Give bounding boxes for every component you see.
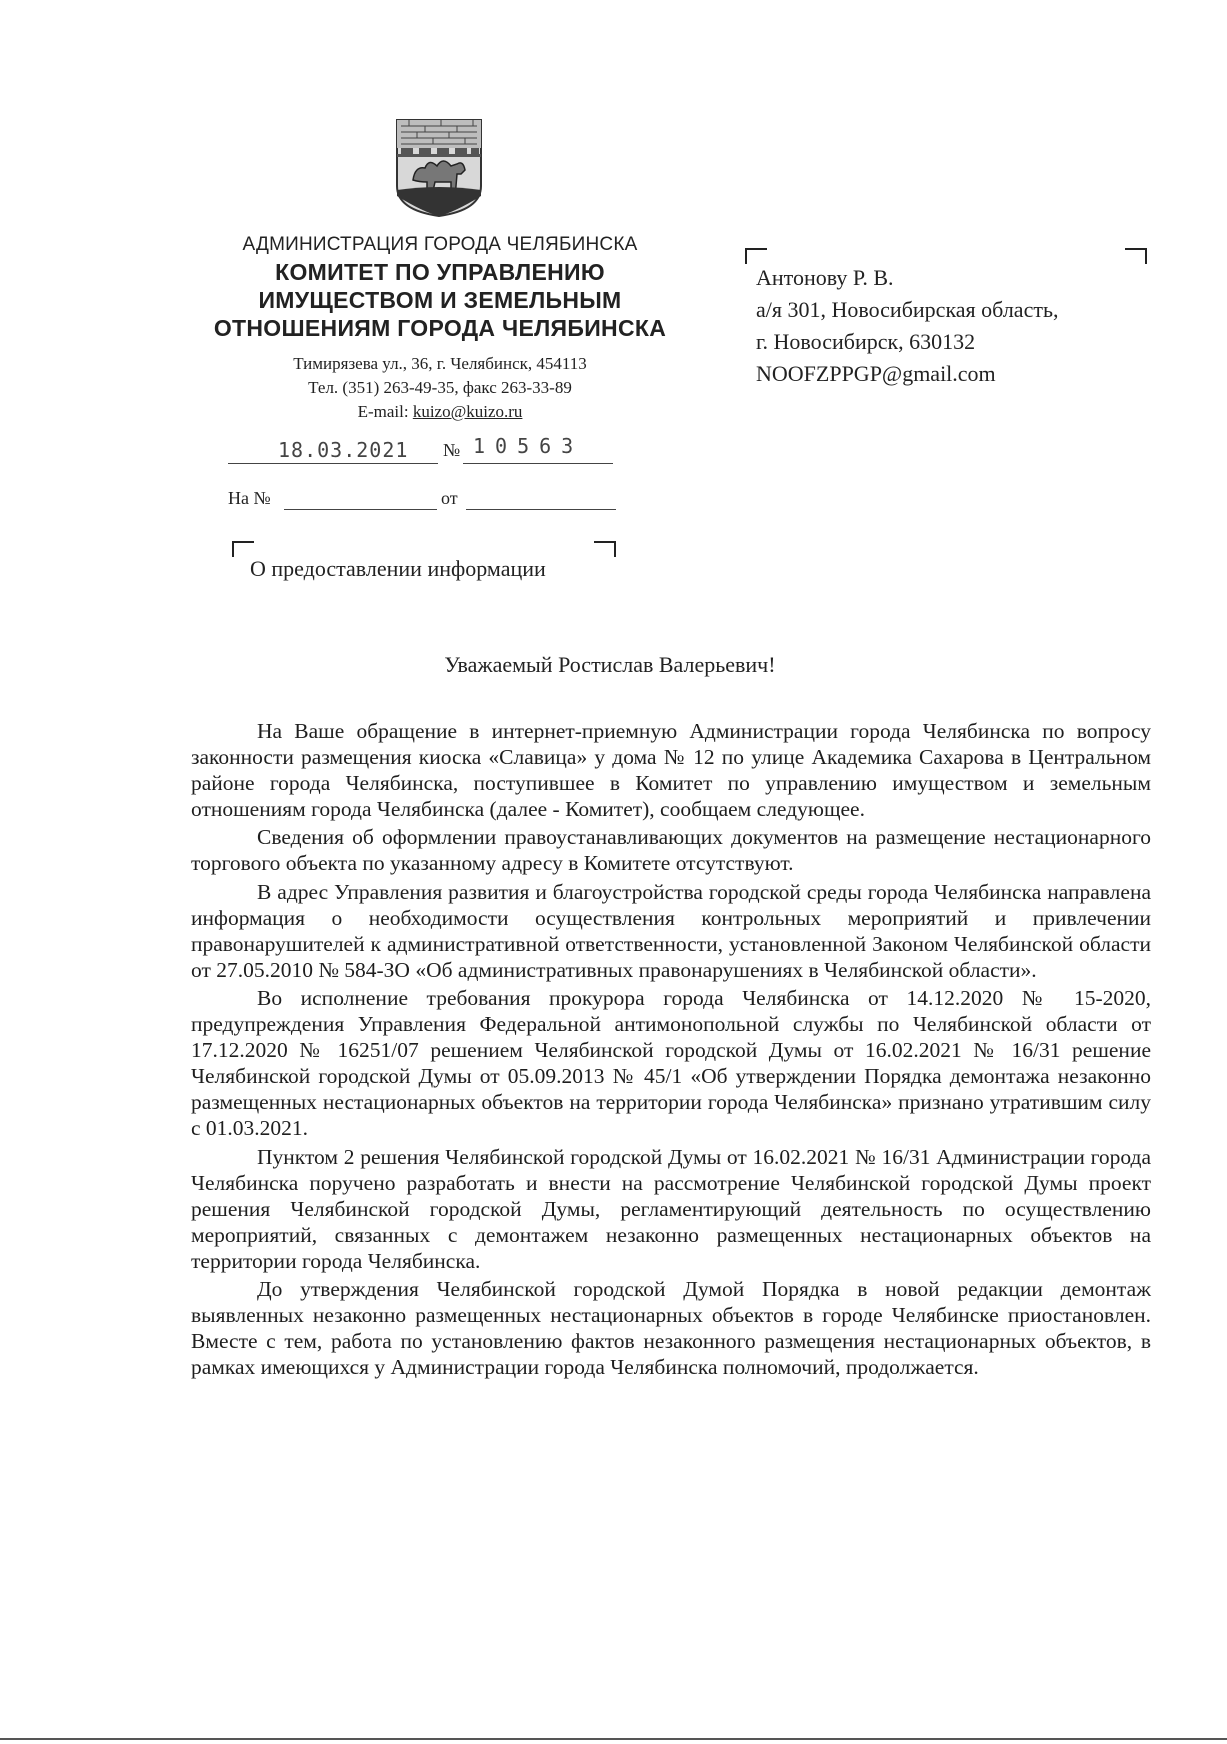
recipient-name: Антонову Р. В. bbox=[756, 265, 894, 290]
administration-name: АДМИНИСТРАЦИЯ ГОРОДА ЧЕЛЯБИНСКА bbox=[242, 234, 638, 255]
sender-address: Тимирязева ул., 36, г. Челябинск, 454113 bbox=[293, 354, 587, 373]
body-paragraph: Во исполнение требования прокурора города Челябинска от 14.12.2020 № 15-2020, предупреждения Управления Федеральной антимонопольной службы по Челябинской области от 17.12.2020 № 16251/07 решением Челябинской городской Думы от 16.02.2021 № 16/31 решение Челябинской городской Думы от 05.09.2013 № 45/1 «Об утверждении Порядка демонтажа незаконно размещенных нестационарных объектов на территории города Челябинска» признано утратившим силу с 01.03.2021. bbox=[191, 985, 1151, 1141]
recipient-corner-right bbox=[1125, 248, 1147, 264]
number-underline bbox=[463, 463, 613, 464]
email-label: E-mail: bbox=[357, 402, 413, 421]
registration-number: 10563 bbox=[473, 434, 584, 458]
reference-date-label: от bbox=[441, 488, 458, 508]
sender-phone: Тел. (351) 263-49-35, факс 263-33-89 bbox=[308, 378, 572, 397]
subject-corner-left bbox=[232, 541, 254, 557]
body-paragraph: Сведения об оформлении правоустанавливающих документов на размещение нестационарного торгового объекта по указанному адресу в Комитете отсутствуют. bbox=[191, 825, 1151, 876]
committee-line: ОТНОШЕНИЯМ ГОРОДА ЧЕЛЯБИНСКА bbox=[213, 315, 667, 341]
recipient-address-line: а/я 301, Новосибирская область, bbox=[756, 297, 1059, 322]
reference-number-label: На № bbox=[228, 488, 271, 508]
registration-line bbox=[228, 434, 616, 468]
body-paragraph: Пунктом 2 решения Челябинской городской Думы от 16.02.2021 № 16/31 Администрации города Челябинска поручено разработать и внести на рассмотрение Челябинской городской Думы проект решения Челябинской городской Думы, регламентирующий деятельность по осуществлению мероприятий, связанных с демонтажем незаконно размещенных нестационарных объектов на территории города Челябинска. bbox=[191, 1144, 1151, 1273]
reference-line bbox=[228, 488, 616, 514]
committee-name bbox=[170, 258, 710, 342]
reference-number-underline bbox=[284, 509, 437, 510]
subject-line: О предоставлении информации bbox=[250, 556, 546, 581]
city-emblem-icon bbox=[395, 118, 483, 218]
recipient-block bbox=[756, 262, 1058, 390]
reference-date-underline bbox=[466, 509, 616, 510]
letter-body bbox=[191, 718, 1151, 1382]
committee-line: КОМИТЕТ ПО УПРАВЛЕНИЮ bbox=[275, 259, 605, 285]
body-paragraph: До утверждения Челябинской городской Думой Порядка в новой редакции демонтаж выявленных незаконно размещенных нестационарных объектов в городе Челябинске приостановлен. Вместе с тем, работа по установлению фактов незаконного размещения нестационарных объектов, в рамках имеющихся у Администрации города Челябинска полномочий, продолжается. bbox=[191, 1276, 1151, 1380]
number-label: № bbox=[443, 440, 461, 460]
recipient-email: NOOFZPPGP@gmail.com bbox=[756, 361, 996, 386]
recipient-address-line: г. Новосибирск, 630132 bbox=[756, 329, 976, 354]
body-paragraph: На Ваше обращение в интернет-приемную Администрации города Челябинска по вопросу законности размещения киоска «Славица» у дома № 12 по улице Академика Сахарова в Центральном районе города Челябинска, поступившее в Комитет по управлению имуществом и земельным отношениям города Челябинска (далее - Комитет), сообщаем следующее. bbox=[191, 719, 1151, 822]
body-paragraph: В адрес Управления развития и благоустройства городской среды города Челябинска направлена информация о необходимости осуществления контрольных мероприятий и привлечении правонарушителей к административной ответственности, установленной Законом Челябинской области от 27.05.2010 № 584-ЗО «Об административных правонарушениях в Челябинской области». bbox=[191, 879, 1151, 982]
date-underline bbox=[228, 463, 438, 464]
sender-email-link[interactable]: kuizo@kuizo.ru bbox=[412, 402, 523, 421]
page-bottom-edge bbox=[0, 1738, 1227, 1740]
committee-line: ИМУЩЕСТВОМ И ЗЕМЕЛЬНЫМ bbox=[258, 287, 622, 313]
registration-date: 18.03.2021 bbox=[278, 438, 409, 462]
greeting: Уважаемый Ростислав Валерьевич! bbox=[444, 652, 776, 677]
sender-email-line bbox=[170, 400, 710, 423]
subject-corner-right bbox=[594, 541, 616, 557]
